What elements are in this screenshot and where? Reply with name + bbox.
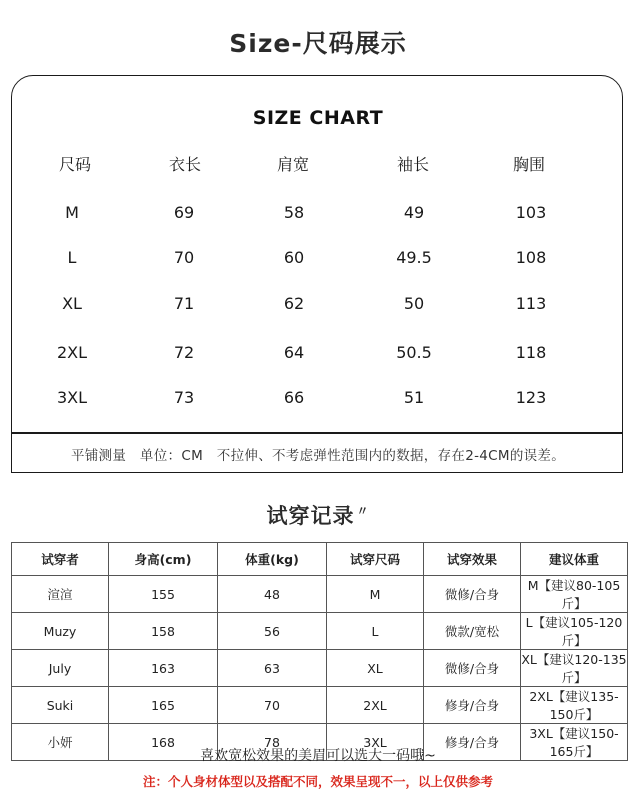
tried-size-cell: 2XL — [327, 687, 424, 724]
suggested-weight-cell: M【建议80-105斤】 — [521, 576, 628, 613]
sleeve-cell: 49 — [403, 203, 425, 222]
size-row-l — [0, 243, 636, 273]
header-tried-size: 试穿尺码 — [327, 543, 424, 576]
fit-effect-cell: 修身/合身 — [424, 687, 521, 724]
fit-effect-cell: 微修/合身 — [424, 650, 521, 687]
fit-record-title — [0, 500, 636, 530]
size-header-row — [0, 150, 636, 180]
sleeve-cell: 50 — [403, 294, 425, 313]
height-cell: 165 — [109, 687, 218, 724]
table-row — [12, 576, 628, 613]
tester-cell: 小妍 — [12, 724, 109, 761]
fit-effect-cell: 修身/合身 — [424, 724, 521, 761]
page-title: Size-尺码展示 — [229, 29, 407, 58]
shoulder-cell: 58 — [283, 203, 305, 222]
length-cell: 70 — [173, 248, 195, 267]
chest-cell: 113 — [515, 294, 547, 313]
tester-cell: 渲渲 — [12, 576, 109, 613]
table-row — [12, 650, 628, 687]
chest-cell: 103 — [515, 203, 547, 222]
fit-effect-cell: 微修/合身 — [424, 576, 521, 613]
size-row-m — [0, 198, 636, 228]
header-chest: 胸围 — [512, 155, 545, 174]
suggested-weight-cell: XL【建议120-135斤】 — [521, 650, 628, 687]
size-chart-card — [11, 75, 623, 473]
weight-cell: 78 — [218, 724, 327, 761]
size-chart-title: SIZE CHART — [252, 107, 384, 129]
suggested-weight-cell: L【建议105-120斤】 — [521, 613, 628, 650]
tried-size-cell: 3XL — [327, 724, 424, 761]
table-row — [12, 687, 628, 724]
header-shoulder: 肩宽 — [276, 155, 309, 174]
height-cell: 168 — [109, 724, 218, 761]
sparkle-icon: 〃 — [356, 504, 370, 518]
tried-size-cell: XL — [327, 650, 424, 687]
height-cell: 158 — [109, 613, 218, 650]
weight-cell: 56 — [218, 613, 327, 650]
tester-cell: Muzy — [12, 613, 109, 650]
fit-record-table — [11, 542, 628, 761]
chest-cell: 108 — [515, 248, 547, 267]
fit-record-title-text: 试穿记录 — [266, 504, 355, 528]
chest-cell: 118 — [515, 343, 547, 362]
shoulder-cell: 64 — [283, 343, 305, 362]
suggested-weight-cell: 2XL【建议135-150斤】 — [521, 687, 628, 724]
size-row-2xl — [0, 338, 636, 368]
tester-cell: Suki — [12, 687, 109, 724]
height-cell: 155 — [109, 576, 218, 613]
weight-cell: 48 — [218, 576, 327, 613]
header-weight: 体重(kg) — [218, 543, 327, 576]
size-up-tip: 喜欢宽松效果的美眉可以选大一码哦~ — [200, 748, 436, 764]
size-row-xl — [0, 289, 636, 319]
header-length: 衣长 — [168, 155, 201, 174]
tried-size-cell: L — [327, 613, 424, 650]
weight-cell: 63 — [218, 650, 327, 687]
sleeve-cell: 51 — [403, 388, 425, 407]
height-cell: 163 — [109, 650, 218, 687]
header-height: 身高(cm) — [109, 543, 218, 576]
table-row — [12, 613, 628, 650]
disclaimer-note: 注：个人身材体型以及搭配不同，效果呈现不一，以上仅供参考 — [142, 774, 493, 789]
suggested-weight-cell: 3XL【建议150-165斤】 — [521, 724, 628, 761]
shoulder-cell: 60 — [283, 248, 305, 267]
header-suggested-weight: 建议体重 — [521, 543, 628, 576]
size-cell: XL — [62, 294, 82, 313]
size-cell: M — [65, 203, 79, 222]
fit-header-row — [12, 543, 628, 576]
size-cell: L — [67, 248, 77, 267]
size-row-3xl — [0, 383, 636, 413]
header-size: 尺码 — [58, 155, 91, 174]
tester-cell: July — [12, 650, 109, 687]
length-cell: 73 — [173, 388, 195, 407]
size-cell: 3XL — [56, 388, 88, 407]
chest-cell: 123 — [515, 388, 547, 407]
weight-cell: 70 — [218, 687, 327, 724]
shoulder-cell: 62 — [283, 294, 305, 313]
fit-effect-cell: 微款/宽松 — [424, 613, 521, 650]
length-cell: 69 — [173, 203, 195, 222]
header-fit-effect: 试穿效果 — [424, 543, 521, 576]
header-tester: 试穿者 — [12, 543, 109, 576]
length-cell: 71 — [173, 294, 195, 313]
size-cell: 2XL — [56, 343, 88, 362]
measurement-note: 平铺测量 单位：CM 不拉伸、不考虑弹性范围内的数据，存在2-4CM的误差。 — [70, 448, 566, 464]
sleeve-cell: 49.5 — [396, 248, 432, 267]
length-cell: 72 — [173, 343, 195, 362]
tried-size-cell: M — [327, 576, 424, 613]
shoulder-cell: 66 — [283, 388, 305, 407]
sleeve-cell: 50.5 — [396, 343, 432, 362]
header-sleeve: 袖长 — [396, 155, 429, 174]
note-divider — [11, 432, 623, 434]
